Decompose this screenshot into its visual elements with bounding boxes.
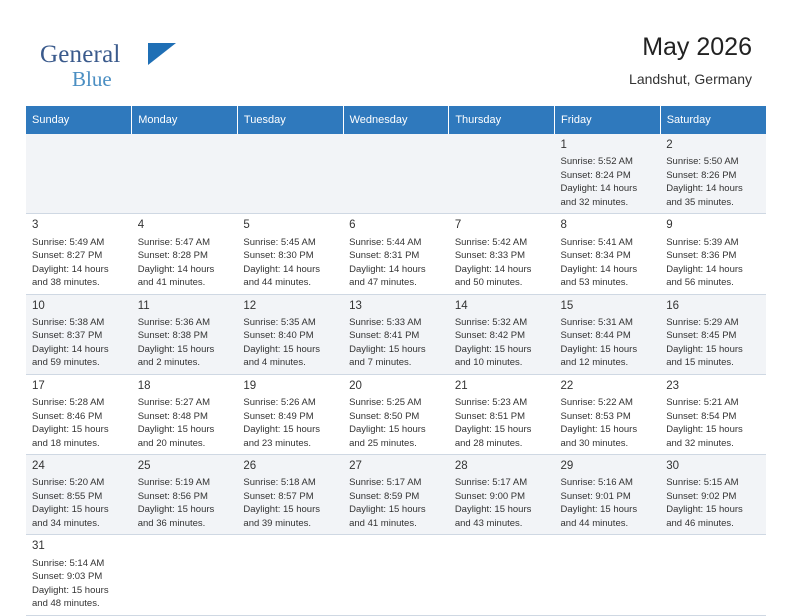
day-info-line: Sunset: 8:34 PM: [560, 250, 631, 262]
calendar-day-cell[interactable]: [343, 294, 449, 374]
day-info-line: Sunset: 8:33 PM: [454, 250, 526, 262]
day-info-line: Sunrise: 5:25 AM: [349, 397, 422, 409]
calendar-day-cell[interactable]: [237, 455, 343, 535]
day-info-line: and 30 minutes.: [560, 437, 629, 449]
day-info-line: Sunrise: 5:35 AM: [243, 316, 316, 328]
day-sun-info: [666, 316, 761, 370]
day-info-line: and 46 minutes.: [666, 517, 734, 529]
day-info-line: and 43 minutes.: [454, 517, 523, 529]
calendar-empty-cell: [237, 134, 343, 214]
weekday-header-saturday: Saturday: [660, 106, 766, 134]
day-sun-info: [349, 476, 444, 530]
calendar-day-cell[interactable]: [555, 214, 661, 294]
calendar-empty-cell: [132, 134, 238, 214]
calendar-empty-cell: [132, 535, 238, 615]
weekday-header-tuesday: Tuesday: [237, 106, 343, 134]
day-sun-info: [32, 236, 127, 290]
day-info-line: Daylight: 14 hours: [560, 263, 638, 275]
day-info-line: and 34 minutes.: [32, 517, 100, 529]
day-info-line: Sunset: 8:48 PM: [137, 410, 208, 422]
day-sun-info: [349, 316, 444, 370]
calendar-day-cell[interactable]: [449, 455, 555, 535]
day-info-line: Daylight: 15 hours: [32, 584, 109, 596]
day-info-line: Sunrise: 5:26 AM: [243, 397, 316, 409]
day-info-line: and 23 minutes.: [243, 437, 312, 449]
day-sun-info: [138, 316, 233, 370]
day-number: 4: [137, 219, 145, 232]
day-info-line: Daylight: 15 hours: [32, 424, 109, 436]
day-info-line: and 18 minutes.: [32, 437, 100, 449]
weekday-header-friday: Friday: [555, 106, 661, 134]
day-number: 6: [349, 219, 356, 232]
day-info-line: Sunrise: 5:16 AM: [560, 477, 633, 489]
day-info-line: Sunrise: 5:22 AM: [560, 397, 633, 409]
weekday-header-thursday: Thursday: [449, 106, 555, 134]
day-info-line: Sunrise: 5:23 AM: [454, 397, 528, 409]
day-info-line: Sunrise: 5:14 AM: [32, 557, 105, 569]
day-info-line: Daylight: 15 hours: [243, 424, 320, 436]
day-info-line: Sunset: 8:26 PM: [666, 169, 737, 181]
day-info-line: and 7 minutes.: [349, 357, 412, 369]
calendar-empty-cell: [26, 134, 132, 214]
day-info-line: and 56 minutes.: [666, 277, 734, 289]
weekday-header-wednesday: Wednesday: [343, 106, 449, 134]
day-info-line: Sunrise: 5:18 AM: [243, 477, 316, 489]
day-number: 29: [560, 460, 574, 473]
day-sun-info: [455, 396, 550, 450]
day-info-line: Daylight: 14 hours: [137, 263, 215, 275]
day-info-line: and 38 minutes.: [32, 277, 100, 289]
day-sun-info: [561, 236, 656, 290]
day-info-line: and 41 minutes.: [349, 517, 417, 529]
day-info-line: Sunset: 8:38 PM: [137, 330, 208, 342]
day-info-line: Sunset: 8:31 PM: [349, 250, 420, 262]
calendar-empty-cell: [660, 535, 766, 615]
calendar-day-cell[interactable]: [660, 134, 766, 214]
day-number: 23: [666, 379, 680, 392]
day-info-line: Sunset: 8:54 PM: [666, 410, 737, 422]
day-info-line: Sunrise: 5:27 AM: [137, 397, 211, 409]
day-info-line: and 28 minutes.: [454, 437, 523, 449]
calendar-day-cell[interactable]: [555, 455, 661, 535]
day-number: 10: [32, 299, 45, 312]
day-info-line: and 41 minutes.: [137, 277, 206, 289]
day-info-line: Sunrise: 5:15 AM: [666, 477, 739, 489]
day-info-line: Sunrise: 5:20 AM: [32, 477, 105, 489]
day-info-line: Daylight: 15 hours: [137, 504, 215, 516]
calendar-day-cell[interactable]: [26, 535, 132, 615]
day-info-line: Sunrise: 5:17 AM: [454, 477, 528, 489]
day-info-line: Daylight: 15 hours: [666, 424, 743, 436]
calendar-empty-cell: [449, 535, 555, 615]
day-info-line: and 12 minutes.: [560, 357, 629, 369]
day-number: 24: [32, 460, 45, 473]
day-number: 16: [666, 299, 680, 312]
day-sun-info: [455, 476, 550, 530]
day-info-line: Sunset: 8:24 PM: [560, 169, 631, 181]
day-info-line: Sunrise: 5:31 AM: [560, 316, 633, 328]
calendar-day-cell[interactable]: [449, 374, 555, 454]
day-number: 11: [137, 299, 150, 312]
day-sun-info: [138, 476, 233, 530]
day-info-line: and 53 minutes.: [560, 277, 629, 289]
calendar-day-cell[interactable]: [660, 294, 766, 374]
title-block: [629, 34, 752, 87]
calendar-week-row: [26, 455, 766, 535]
day-sun-info: [32, 557, 127, 611]
calendar-day-cell[interactable]: [26, 214, 132, 294]
day-number: 21: [454, 379, 468, 392]
day-info-line: Daylight: 14 hours: [243, 263, 320, 275]
day-info-line: Sunrise: 5:44 AM: [349, 236, 422, 248]
day-info-line: Sunset: 8:36 PM: [666, 250, 737, 262]
day-info-line: Daylight: 15 hours: [454, 343, 532, 355]
day-info-line: Daylight: 15 hours: [137, 424, 215, 436]
calendar-empty-cell: [555, 535, 661, 615]
day-info-line: and 25 minutes.: [349, 437, 417, 449]
day-number: 22: [560, 379, 574, 392]
day-info-line: Sunrise: 5:45 AM: [243, 236, 316, 248]
day-sun-info: [666, 155, 761, 209]
day-sun-info: [561, 396, 656, 450]
day-info-line: and 47 minutes.: [349, 277, 417, 289]
calendar-day-cell[interactable]: [343, 374, 449, 454]
day-sun-info: [666, 236, 761, 290]
calendar-day-cell[interactable]: [26, 374, 132, 454]
calendar-day-cell[interactable]: [449, 214, 555, 294]
day-info-line: Daylight: 14 hours: [32, 343, 109, 355]
day-sun-info: [243, 316, 338, 370]
day-info-line: Sunrise: 5:52 AM: [560, 156, 633, 168]
day-info-line: Sunrise: 5:19 AM: [137, 477, 211, 489]
day-number: 15: [560, 299, 574, 312]
day-info-line: and 44 minutes.: [243, 277, 312, 289]
day-sun-info: [349, 236, 444, 290]
day-sun-info: [32, 316, 127, 370]
day-info-line: and 48 minutes.: [32, 598, 100, 610]
day-info-line: Sunrise: 5:50 AM: [666, 156, 739, 168]
calendar-week-row: [26, 214, 766, 294]
day-info-line: Sunset: 8:45 PM: [666, 330, 737, 342]
day-info-line: Sunset: 8:30 PM: [243, 250, 314, 262]
day-info-line: Sunrise: 5:33 AM: [349, 316, 422, 328]
day-sun-info: [243, 396, 338, 450]
day-info-line: Sunset: 8:44 PM: [560, 330, 631, 342]
day-info-line: Daylight: 15 hours: [137, 343, 215, 355]
location-subtitle: Landshut, Germany: [629, 70, 752, 87]
day-info-line: Sunset: 8:56 PM: [137, 490, 208, 502]
day-info-line: Sunrise: 5:49 AM: [32, 236, 105, 248]
day-info-line: Sunset: 9:00 PM: [454, 490, 526, 502]
calendar-day-cell[interactable]: [660, 214, 766, 294]
day-info-line: and 44 minutes.: [560, 517, 629, 529]
day-number: 28: [454, 460, 468, 473]
day-info-line: Sunrise: 5:38 AM: [32, 316, 105, 328]
day-sun-info: [561, 316, 656, 370]
day-number: 25: [137, 460, 151, 473]
day-number: 1: [560, 139, 567, 151]
day-info-line: Sunrise: 5:39 AM: [666, 236, 739, 248]
calendar-day-cell[interactable]: [132, 214, 238, 294]
day-info-line: and 2 minutes.: [137, 357, 201, 369]
day-sun-info: [32, 476, 127, 530]
day-number: 31: [32, 540, 45, 553]
day-info-line: Daylight: 14 hours: [666, 183, 743, 195]
day-info-line: Sunrise: 5:21 AM: [666, 397, 739, 409]
calendar-week-row: [26, 294, 766, 374]
day-info-line: Sunset: 9:03 PM: [32, 571, 103, 583]
day-number: 7: [454, 219, 462, 232]
day-info-line: Daylight: 15 hours: [243, 504, 320, 516]
day-number: 8: [560, 219, 567, 232]
day-info-line: and 10 minutes.: [454, 357, 523, 369]
day-info-line: Sunset: 8:27 PM: [32, 250, 103, 262]
day-sun-info: [561, 155, 656, 209]
day-info-line: Daylight: 14 hours: [560, 183, 638, 195]
day-info-line: Sunset: 8:28 PM: [137, 250, 208, 262]
day-info-line: Sunset: 9:02 PM: [666, 490, 737, 502]
calendar-week-row: [26, 134, 766, 214]
calendar-day-cell[interactable]: [555, 134, 661, 214]
day-info-line: and 39 minutes.: [243, 517, 312, 529]
day-info-line: Daylight: 15 hours: [32, 504, 109, 516]
day-info-line: Sunset: 8:53 PM: [560, 410, 631, 422]
day-info-line: Daylight: 15 hours: [666, 504, 743, 516]
logo-text-blue: Blue: [72, 67, 112, 91]
day-info-line: Sunrise: 5:36 AM: [137, 316, 211, 328]
flag-icon: [148, 43, 176, 65]
calendar-day-cell[interactable]: [555, 374, 661, 454]
calendar-day-cell[interactable]: [237, 214, 343, 294]
day-number: 27: [349, 460, 362, 473]
calendar-table: [26, 106, 766, 616]
calendar-day-cell[interactable]: [449, 294, 555, 374]
day-info-line: Sunrise: 5:32 AM: [454, 316, 528, 328]
day-number: 13: [349, 299, 362, 312]
day-info-line: Sunset: 8:46 PM: [32, 410, 103, 422]
day-number: 26: [243, 460, 257, 473]
day-number: 12: [243, 299, 257, 312]
calendar-week-row: [26, 535, 766, 615]
day-sun-info: [455, 316, 550, 370]
logo: [40, 42, 260, 90]
calendar-day-cell[interactable]: [132, 455, 238, 535]
day-info-line: Sunrise: 5:41 AM: [560, 236, 633, 248]
day-info-line: and 4 minutes.: [243, 357, 306, 369]
day-number: 30: [666, 460, 680, 473]
day-number: 3: [32, 219, 39, 232]
day-number: 14: [454, 299, 468, 312]
day-info-line: Daylight: 15 hours: [454, 424, 532, 436]
calendar-day-cell[interactable]: [26, 294, 132, 374]
calendar-day-cell[interactable]: [343, 214, 449, 294]
day-info-line: Sunset: 8:49 PM: [243, 410, 314, 422]
calendar-day-cell[interactable]: [555, 294, 661, 374]
day-number: 2: [666, 139, 673, 151]
weekday-header-sunday: Sunday: [26, 106, 132, 134]
day-info-line: Daylight: 15 hours: [666, 343, 743, 355]
day-info-line: Sunset: 8:57 PM: [243, 490, 314, 502]
day-info-line: Daylight: 15 hours: [349, 504, 426, 516]
day-info-line: and 32 minutes.: [666, 437, 734, 449]
day-sun-info: [243, 476, 338, 530]
day-info-line: and 36 minutes.: [137, 517, 206, 529]
day-info-line: and 32 minutes.: [560, 196, 629, 208]
calendar-day-cell[interactable]: [660, 455, 766, 535]
calendar-empty-cell: [343, 535, 449, 615]
day-info-line: Daylight: 15 hours: [243, 343, 320, 355]
day-info-line: Sunset: 8:42 PM: [454, 330, 526, 342]
day-sun-info: [561, 476, 656, 530]
weekday-header-row: [26, 106, 766, 134]
day-info-line: Sunset: 9:01 PM: [560, 490, 631, 502]
calendar-day-cell[interactable]: [660, 374, 766, 454]
day-number: 18: [137, 379, 151, 392]
day-info-line: Sunrise: 5:47 AM: [137, 236, 211, 248]
day-info-line: Daylight: 15 hours: [560, 504, 638, 516]
day-sun-info: [455, 236, 550, 290]
day-info-line: Daylight: 15 hours: [454, 504, 532, 516]
day-info-line: Sunset: 8:41 PM: [349, 330, 420, 342]
day-sun-info: [666, 476, 761, 530]
day-info-line: and 20 minutes.: [137, 437, 206, 449]
day-info-line: Daylight: 14 hours: [349, 263, 426, 275]
day-info-line: Sunset: 8:40 PM: [243, 330, 314, 342]
calendar-empty-cell: [343, 134, 449, 214]
day-sun-info: [666, 396, 761, 450]
day-info-line: Daylight: 14 hours: [666, 263, 743, 275]
day-info-line: Sunset: 8:59 PM: [349, 490, 420, 502]
day-info-line: and 15 minutes.: [666, 357, 734, 369]
day-info-line: Daylight: 15 hours: [349, 343, 426, 355]
day-sun-info: [138, 236, 233, 290]
day-info-line: Sunrise: 5:29 AM: [666, 316, 739, 328]
calendar-day-cell[interactable]: [237, 374, 343, 454]
calendar-day-cell[interactable]: [132, 294, 238, 374]
day-sun-info: [138, 396, 233, 450]
day-sun-info: [243, 236, 338, 290]
page-title: May 2026: [642, 33, 752, 61]
day-info-line: Sunset: 8:50 PM: [349, 410, 420, 422]
day-sun-info: [349, 396, 444, 450]
calendar-day-cell[interactable]: [237, 294, 343, 374]
day-info-line: Sunset: 8:55 PM: [32, 490, 103, 502]
day-info-line: and 35 minutes.: [666, 196, 734, 208]
calendar-empty-cell: [449, 134, 555, 214]
day-info-line: Daylight: 15 hours: [349, 424, 426, 436]
day-number: 20: [349, 379, 362, 392]
day-info-line: Daylight: 14 hours: [32, 263, 109, 275]
day-info-line: and 50 minutes.: [454, 277, 523, 289]
calendar-day-cell[interactable]: [132, 374, 238, 454]
day-info-line: Sunset: 8:51 PM: [454, 410, 526, 422]
day-info-line: Sunrise: 5:17 AM: [349, 477, 422, 489]
day-info-line: Daylight: 15 hours: [560, 424, 638, 436]
day-number: 9: [666, 219, 673, 232]
calendar-day-cell[interactable]: [26, 455, 132, 535]
day-info-line: Sunset: 8:37 PM: [32, 330, 103, 342]
logo-text-general: General: [40, 41, 121, 68]
day-info-line: and 59 minutes.: [32, 357, 100, 369]
calendar-body: [26, 134, 766, 615]
day-number: 19: [243, 379, 257, 392]
day-sun-info: [32, 396, 127, 450]
day-number: 5: [243, 219, 250, 232]
day-number: 17: [32, 379, 45, 392]
calendar-empty-cell: [237, 535, 343, 615]
day-info-line: Sunrise: 5:42 AM: [454, 236, 528, 248]
weekday-header-monday: Monday: [132, 106, 238, 134]
calendar-week-row: [26, 374, 766, 454]
page-header: [26, 24, 766, 100]
day-info-line: Sunrise: 5:28 AM: [32, 397, 105, 409]
day-info-line: Daylight: 15 hours: [560, 343, 638, 355]
day-info-line: Daylight: 14 hours: [454, 263, 532, 275]
calendar-day-cell[interactable]: [343, 455, 449, 535]
